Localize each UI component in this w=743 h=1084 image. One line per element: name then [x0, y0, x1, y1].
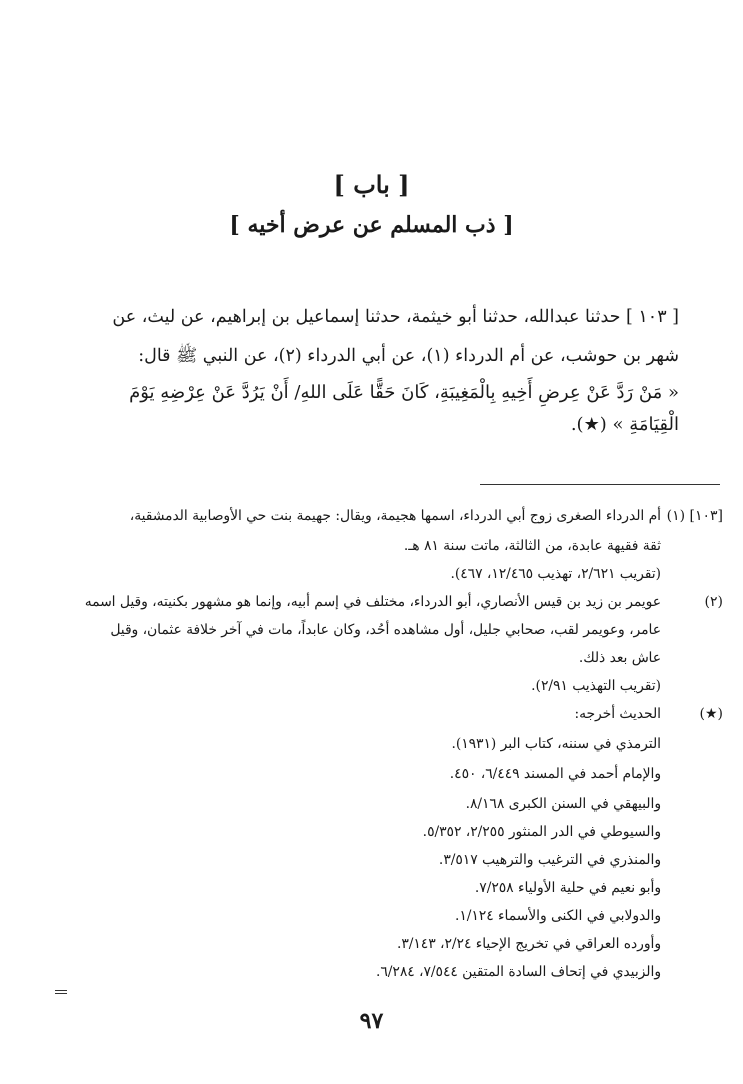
- footnote-1-line-1: أم الدرداء الصغرى زوج أبي الدرداء، اسمها هجيمة، ويقال: جهيمة بنت حي الأوصابية الدمشقية،: [129, 508, 661, 524]
- margin-mark-icon: [55, 990, 67, 996]
- footnote-1-line-3: (تقريب ٢/٦٢١، تهذيب ١٢/٤٦٥، ٤٦٧).: [450, 566, 661, 582]
- footnote-3-line: وأبو نعيم في حلية الأولياء ٧/٢٥٨.: [474, 880, 661, 896]
- footnote-2-label: (٢): [704, 594, 723, 610]
- footnote-2-line-2: عامر، وعويمر لقب، صحابي جليل، أول مشاهده أحُد، وكان عابداً، مات في آخر خلافة عثمان، وقيل: [110, 622, 661, 638]
- footnote-1-line-2: ثقة فقيهة عابدة، من الثالثة، ماتت سنة ٨١ هـ.: [403, 538, 661, 554]
- footnote-3-label: (★): [699, 706, 723, 722]
- hadith-matn-line-2: الْقِيَامَةِ » (★).: [570, 414, 679, 435]
- footnote-3-line: والبيهقي في السنن الكبرى ٨/١٦٨.: [465, 796, 661, 812]
- footnote-2-line-4: (تقريب التهذيب ٢/٩١).: [531, 678, 661, 694]
- chapter-title: [ ذب المسلم عن عرض أخيه ]: [229, 212, 514, 238]
- footnote-3-line: والمنذري في الترغيب والترهيب ٣/٥١٧.: [438, 852, 661, 868]
- footnote-1-label: [١٠٣] (١): [666, 508, 723, 524]
- footnote-3-line: الحديث أخرجه:: [574, 706, 661, 722]
- footnote-3-line: وأورده العراقي في تخريج الإحياء ٢/٢٤، ٣/١٤٣.: [396, 936, 661, 952]
- footnote-3-line: الترمذي في سننه، كتاب البر (١٩٣١).: [451, 736, 661, 752]
- footnote-3-line: والدولابي في الكنى والأسماء ١/١٢٤.: [454, 908, 661, 924]
- hadith-isnad-line-1: [ ١٠٣ ] حدثنا عبدالله، حدثنا أبو خيثمة، حدثنا إسماعيل بن إبراهيم، عن ليث، عن: [112, 307, 679, 327]
- footnote-3-line: والسيوطي في الدر المنثور ٢/٢٥٥، ٥/٣٥٢.: [422, 824, 661, 840]
- hadith-isnad-line-2: شهر بن حوشب، عن أم الدرداء (١)، عن أبي الدرداء (٢)، عن النبي ﷺ قال:: [138, 346, 679, 366]
- footnote-3-line: والزبيدي في إتحاف السادة المتقين ٧/٥٤٤، ٦/٢٨٤.: [375, 964, 661, 980]
- hadith-matn-line-1: « مَنْ رَدَّ عَنْ عِرضِ أَخِيهِ بِالْمَغِيبَةِ، كَانَ حَقًّا عَلَى اللهِ/ أَنْ يَرُدَّ عَنْ عِرْضِهِ يَوْمَ: [129, 382, 679, 403]
- chapter-heading: [ باب ]: [333, 170, 410, 199]
- footnote-separator: [480, 484, 720, 485]
- footnote-2-line-1: عويمر بن زيد بن قيس الأنصاري، أبو الدرداء، مختلف في إسم أبيه، وإنما هو مشهور بكنيته، وقيل اسمه: [84, 594, 661, 610]
- footnote-3-line: والإمام أحمد في المسند ٦/٤٤٩، ٤٥٠.: [449, 766, 661, 782]
- footnote-2-line-3: عاش بعد ذلك.: [578, 650, 661, 666]
- page-number: ٩٧: [359, 1008, 384, 1034]
